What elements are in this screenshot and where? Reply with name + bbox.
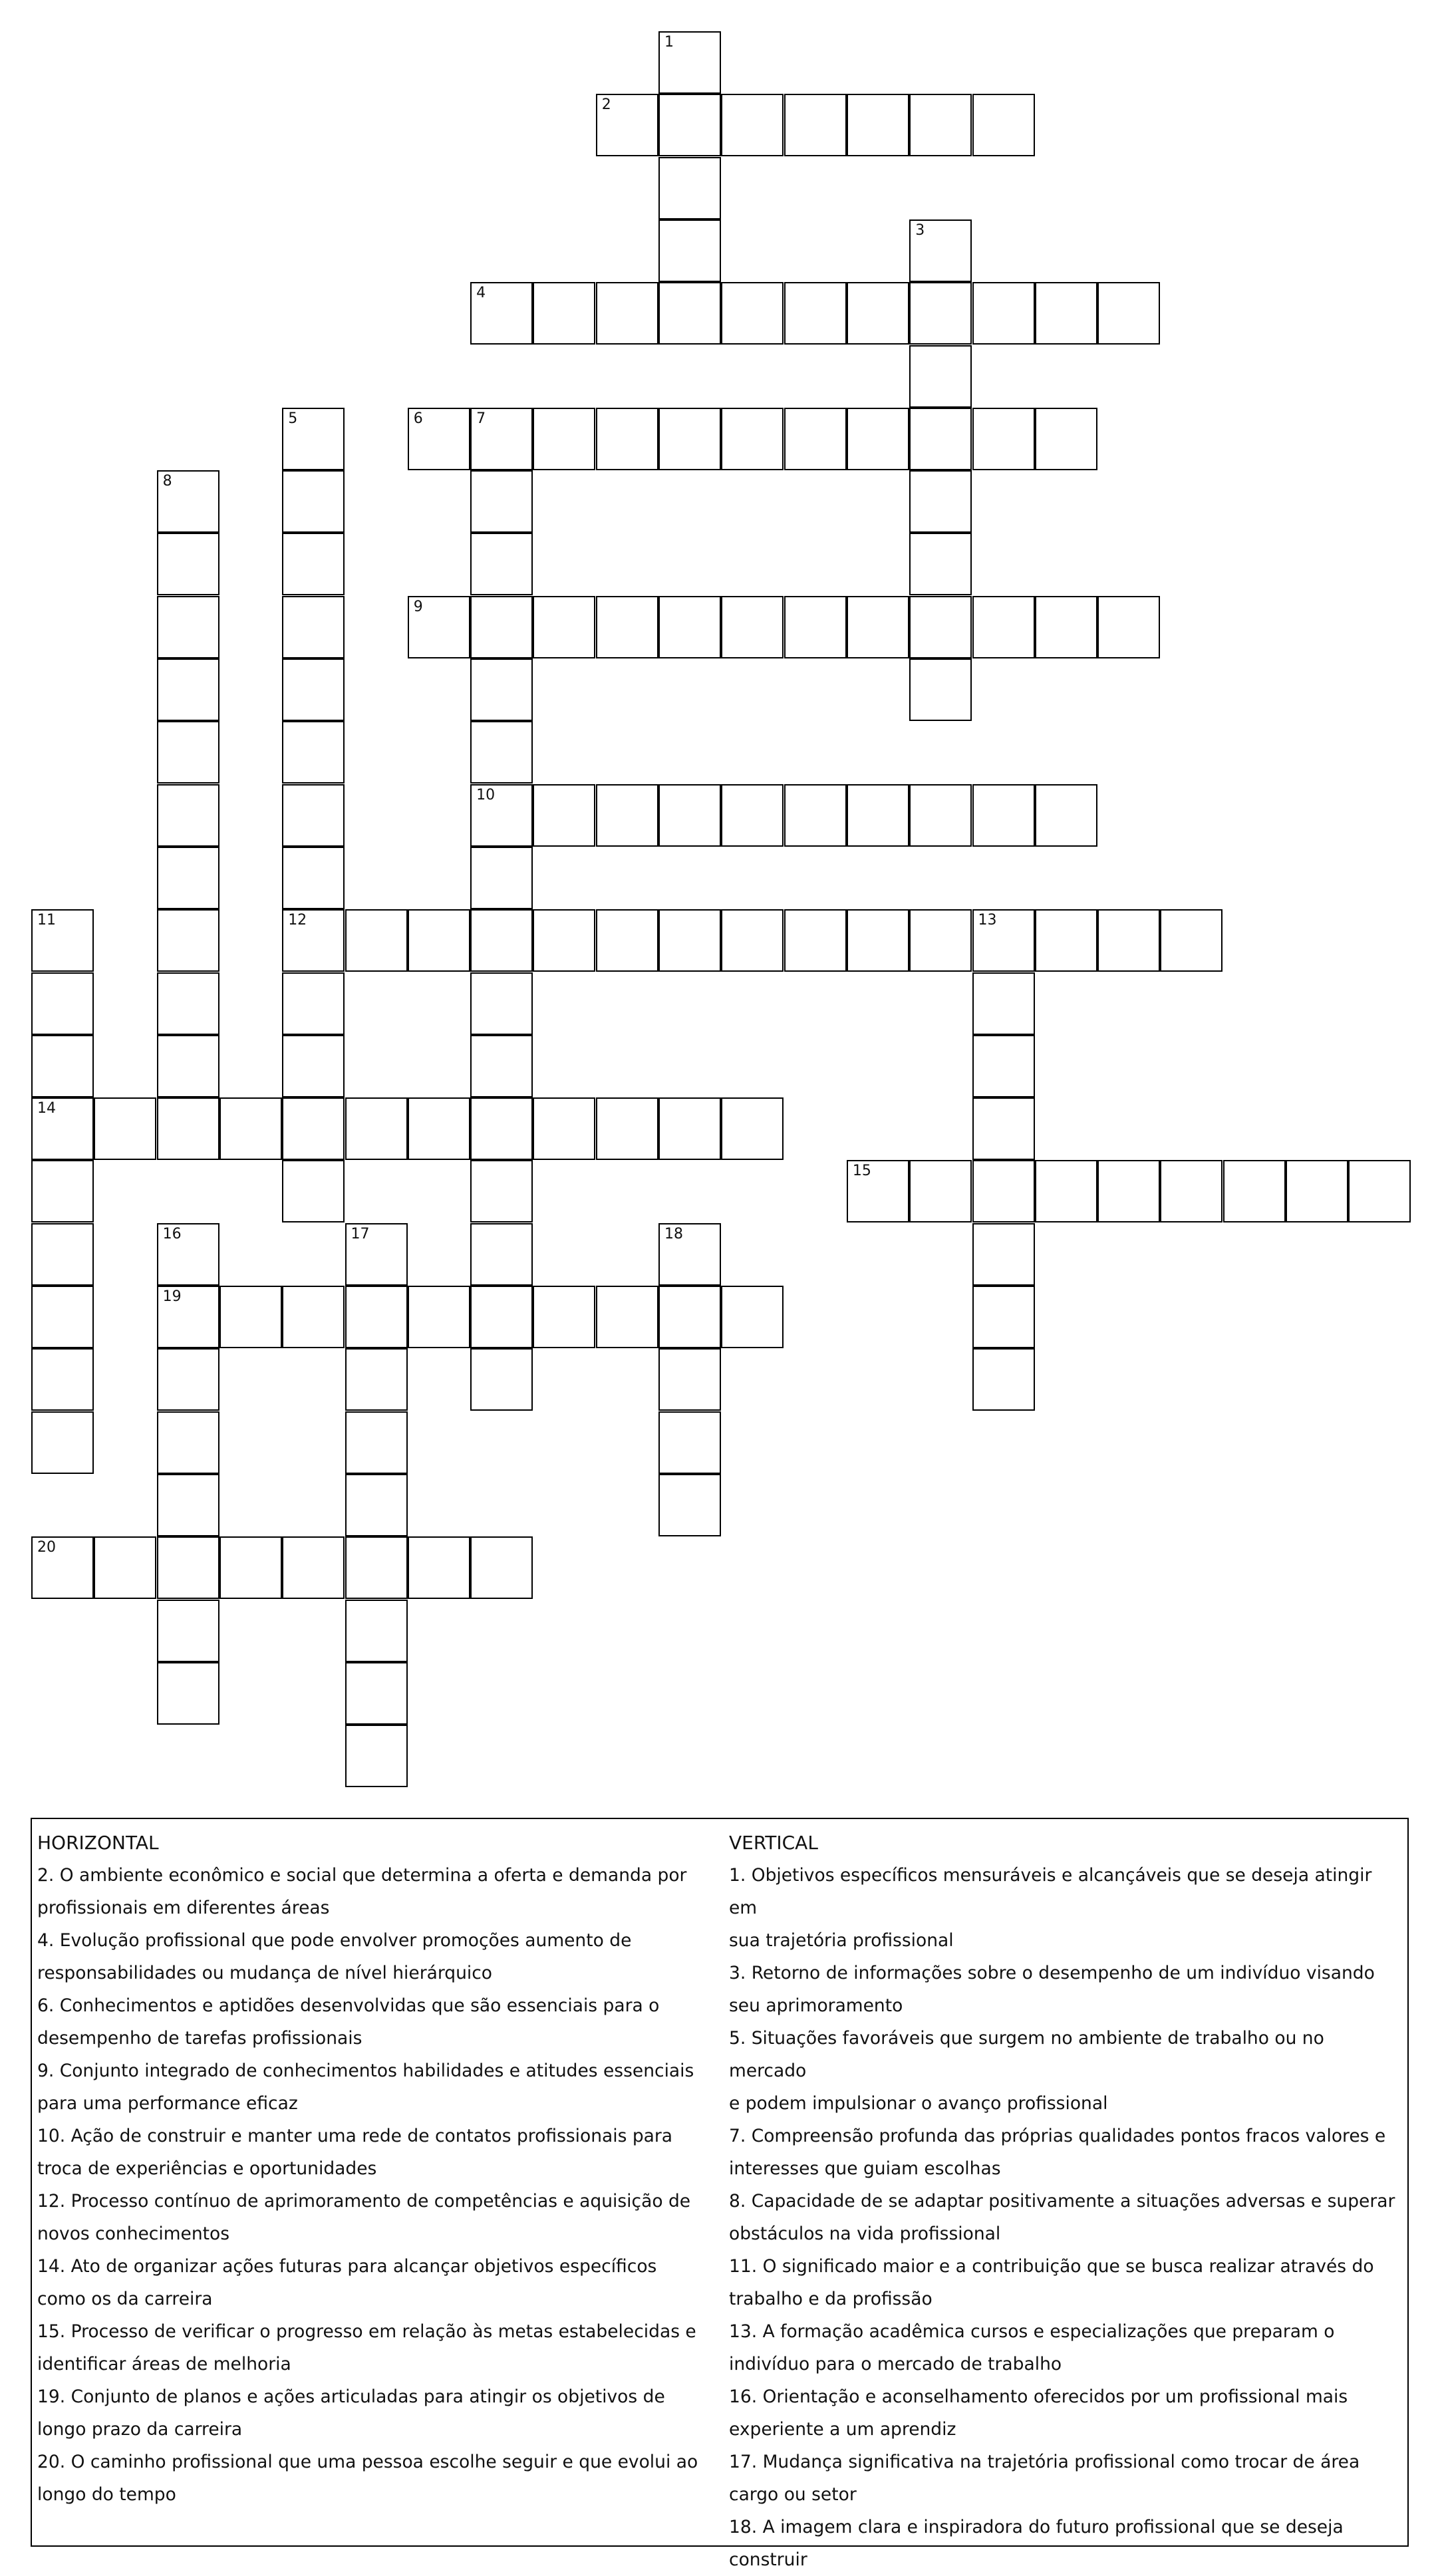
grid-cell[interactable] [157, 1411, 219, 1474]
grid-cell[interactable] [658, 596, 721, 658]
grid-cell[interactable] [658, 282, 721, 345]
grid-cell[interactable] [408, 596, 470, 658]
grid-cell[interactable] [157, 1474, 219, 1536]
grid-cell[interactable] [470, 1035, 533, 1097]
grid-cell[interactable] [282, 847, 345, 909]
grid-cell[interactable] [470, 784, 533, 847]
grid-cell[interactable] [470, 1223, 533, 1286]
clue-line: identificar áreas de melhoria [37, 2354, 291, 2374]
grid-cell[interactable] [31, 1348, 94, 1411]
grid-cell[interactable] [1097, 1160, 1160, 1222]
grid-cell[interactable] [470, 1286, 533, 1348]
grid-cell[interactable] [31, 1160, 94, 1222]
grid-cell[interactable] [31, 909, 94, 972]
clue-line: desempenho de tarefas profissionais [37, 2028, 362, 2049]
clue-number: 16 [162, 1225, 182, 1242]
grid-cell[interactable] [31, 1286, 94, 1348]
clue-number: 14 [37, 1100, 56, 1117]
grid-cell[interactable] [533, 1097, 595, 1160]
grid-cell[interactable] [345, 1223, 408, 1286]
clue-number: 3 [915, 221, 925, 239]
clue-line: longo prazo da carreira [37, 2419, 243, 2440]
clue-line: 1. Objetivos específicos mensuráveis e alcançáveis que se deseja atingir em [729, 1865, 1372, 1918]
grid-cell[interactable] [909, 345, 972, 408]
clue-number: 19 [162, 1288, 182, 1305]
grid-cell[interactable] [1035, 909, 1097, 972]
grid-cell[interactable] [972, 1160, 1035, 1222]
grid-cell[interactable] [658, 94, 721, 156]
grid-cell[interactable] [1035, 1160, 1097, 1222]
grid-cell[interactable] [282, 408, 345, 470]
grid-cell[interactable] [909, 784, 972, 847]
grid-cell[interactable] [470, 282, 533, 345]
grid-cell[interactable] [282, 1097, 345, 1160]
grid-cell[interactable] [972, 1035, 1035, 1097]
clue-line: 18. A imagem clara e inspiradora do futuro profissional que se deseja [729, 2517, 1344, 2537]
grid-cell[interactable] [345, 1097, 408, 1160]
grid-cell[interactable] [94, 1097, 156, 1160]
clue-line: 17. Mudança significativa na trajetória profissional como trocar de área [729, 2452, 1360, 2472]
clue-line: interesses que guiam escolhas [729, 2158, 1001, 2179]
grid-cell[interactable] [157, 1097, 219, 1160]
clue-line: 20. O caminho profissional que uma pessoa escolhe seguir e que evolui ao [37, 2452, 698, 2472]
grid-cell[interactable] [909, 219, 972, 282]
grid-cell[interactable] [94, 1536, 156, 1599]
clue-line: cargo ou setor [729, 2484, 857, 2505]
grid-cell[interactable] [408, 909, 470, 972]
grid-cell[interactable] [1223, 1160, 1286, 1222]
grid-cell[interactable] [470, 533, 533, 595]
grid-cell[interactable] [157, 1286, 219, 1348]
grid-cell[interactable] [157, 1662, 219, 1725]
grid-cell[interactable] [157, 1348, 219, 1411]
horizontal-clues-title: HORIZONTAL [37, 1832, 159, 1854]
grid-cell[interactable] [408, 1536, 470, 1599]
grid-cell[interactable] [972, 784, 1035, 847]
grid-cell[interactable] [282, 470, 345, 533]
grid-cell[interactable] [658, 1097, 721, 1160]
grid-cell[interactable] [909, 533, 972, 595]
vertical-clues-list [729, 1859, 1401, 2576]
grid-cell[interactable] [345, 1474, 408, 1536]
grid-cell[interactable] [470, 1536, 533, 1599]
grid-cell[interactable] [533, 784, 595, 847]
grid-cell[interactable] [282, 1160, 345, 1222]
grid-cell[interactable] [470, 847, 533, 909]
grid-cell[interactable] [1160, 1160, 1222, 1222]
grid-cell[interactable] [533, 596, 595, 658]
clue-line: experiente a um aprendiz [729, 2419, 956, 2440]
grid-cell[interactable] [909, 470, 972, 533]
grid-cell[interactable] [345, 1600, 408, 1662]
grid-cell[interactable] [909, 909, 972, 972]
grid-cell[interactable] [972, 596, 1035, 658]
grid-cell[interactable] [596, 909, 658, 972]
grid-cell[interactable] [658, 1411, 721, 1474]
grid-cell[interactable] [1097, 596, 1160, 658]
grid-cell[interactable] [596, 408, 658, 470]
grid-cell[interactable] [219, 1286, 282, 1348]
clue-line: construir [729, 2549, 807, 2570]
clue-line: 11. O significado maior e a contribuição que se busca realizar através do [729, 2256, 1374, 2277]
grid-cell[interactable] [596, 784, 658, 847]
grid-cell[interactable] [972, 1097, 1035, 1160]
clue-line: 9. Conjunto integrado de conhecimentos habilidades e atitudes essenciais [37, 2061, 694, 2081]
vertical-clues-column [729, 1827, 1401, 2576]
clue-line: 15. Processo de verificar o progresso em relação às metas estabelecidas e [37, 2321, 696, 2342]
grid-cell[interactable] [847, 282, 909, 345]
grid-cell[interactable] [31, 1097, 94, 1160]
grid-cell[interactable] [408, 1097, 470, 1160]
grid-cell[interactable] [909, 282, 972, 345]
grid-cell[interactable] [721, 1097, 784, 1160]
clue-number: 20 [37, 1539, 56, 1556]
grid-cell[interactable] [470, 909, 533, 972]
grid-cell[interactable] [658, 1348, 721, 1411]
grid-cell[interactable] [784, 282, 847, 345]
grid-cell[interactable] [596, 1097, 658, 1160]
grid-cell[interactable] [909, 1160, 972, 1222]
grid-cell[interactable] [658, 1286, 721, 1348]
grid-cell[interactable] [1097, 909, 1160, 972]
grid-cell[interactable] [972, 909, 1035, 972]
grid-cell[interactable] [219, 1536, 282, 1599]
grid-cell[interactable] [784, 784, 847, 847]
grid-cell[interactable] [533, 282, 595, 345]
grid-cell[interactable] [157, 1600, 219, 1662]
grid-cell[interactable] [157, 470, 219, 533]
grid-cell[interactable] [470, 408, 533, 470]
grid-cell[interactable] [470, 1160, 533, 1222]
grid-cell[interactable] [157, 1223, 219, 1286]
grid-cell[interactable] [31, 1536, 94, 1599]
grid-cell[interactable] [470, 1097, 533, 1160]
grid-cell[interactable] [909, 596, 972, 658]
clue-line: sua trajetória profissional [729, 1930, 954, 1951]
clue-line: trabalho e da profissão [729, 2289, 933, 2309]
grid-cell[interactable] [157, 596, 219, 658]
clue-line: 8. Capacidade de se adaptar positivamente a situações adversas e superar [729, 2191, 1395, 2212]
clue-line: responsabilidades ou mudança de nível hierárquico [37, 1963, 493, 1983]
grid-cell[interactable] [658, 157, 721, 219]
grid-cell[interactable] [972, 972, 1035, 1035]
grid-cell[interactable] [972, 1348, 1035, 1411]
grid-cell[interactable] [345, 1286, 408, 1348]
grid-cell[interactable] [847, 784, 909, 847]
grid-cell[interactable] [721, 1286, 784, 1348]
grid-cell[interactable] [972, 282, 1035, 345]
grid-cell[interactable] [470, 1348, 533, 1411]
grid-cell[interactable] [784, 94, 847, 156]
grid-cell[interactable] [658, 219, 721, 282]
grid-cell[interactable] [972, 94, 1035, 156]
clue-line: seu aprimoramento [729, 1995, 903, 2016]
grid-cell[interactable] [533, 909, 595, 972]
grid-cell[interactable] [784, 596, 847, 658]
grid-cell[interactable] [157, 909, 219, 972]
grid-cell[interactable] [533, 408, 595, 470]
grid-cell[interactable] [31, 1035, 94, 1097]
grid-cell[interactable] [470, 596, 533, 658]
grid-cell[interactable] [345, 1411, 408, 1474]
clue-number: 5 [288, 410, 298, 427]
clue-number: 10 [476, 786, 496, 803]
clue-line: 4. Evolução profissional que pode envolver promoções aumento de [37, 1930, 632, 1951]
clue-number: 12 [288, 912, 307, 929]
grid-cell[interactable] [596, 1286, 658, 1348]
grid-cell[interactable] [972, 1286, 1035, 1348]
clue-line: 7. Compreensão profunda das próprias qualidades pontos fracos valores e [729, 2126, 1386, 2146]
grid-cell[interactable] [470, 470, 533, 533]
clue-line: longo do tempo [37, 2484, 176, 2505]
clue-line: 14. Ato de organizar ações futuras para alcançar objetivos específicos [37, 2256, 657, 2277]
grid-cell[interactable] [847, 1160, 909, 1222]
clue-number: 1 [664, 34, 674, 51]
grid-cell[interactable] [721, 94, 784, 156]
grid-cell[interactable] [282, 909, 345, 972]
horizontal-clues-list [37, 1859, 709, 2511]
grid-cell[interactable] [658, 1474, 721, 1536]
grid-cell[interactable] [721, 408, 784, 470]
clue-line: novos conhecimentos [37, 2223, 230, 2244]
grid-cell[interactable] [157, 533, 219, 595]
clue-line: como os da carreira [37, 2289, 213, 2309]
grid-cell[interactable] [847, 909, 909, 972]
grid-cell[interactable] [972, 1223, 1035, 1286]
grid-cell[interactable] [1160, 909, 1222, 972]
grid-cell[interactable] [658, 909, 721, 972]
grid-cell[interactable] [1035, 282, 1097, 345]
grid-cell[interactable] [909, 658, 972, 721]
grid-cell[interactable] [596, 94, 658, 156]
clue-number: 6 [413, 410, 423, 427]
grid-cell[interactable] [721, 909, 784, 972]
clue-line: 10. Ação de construir e manter uma rede de contatos profissionais para [37, 2126, 673, 2146]
clue-line: 16. Orientação e aconselhamento oferecidos por um profissional mais [729, 2386, 1348, 2407]
grid-cell[interactable] [345, 1348, 408, 1411]
grid-cell[interactable] [533, 1286, 595, 1348]
grid-cell[interactable] [658, 1223, 721, 1286]
clue-line: obstáculos na vida profissional [729, 2223, 1001, 2244]
clue-number: 13 [978, 912, 997, 929]
grid-cell[interactable] [596, 282, 658, 345]
grid-cell[interactable] [157, 1536, 219, 1599]
grid-cell[interactable] [282, 596, 345, 658]
grid-cell[interactable] [31, 1411, 94, 1474]
grid-cell[interactable] [1286, 1160, 1348, 1222]
clue-number: 4 [476, 285, 486, 302]
clue-line: troca de experiências e oportunidades [37, 2158, 377, 2179]
clue-line: 6. Conhecimentos e aptidões desenvolvidas que são essenciais para o [37, 1995, 660, 2016]
grid-cell[interactable] [847, 408, 909, 470]
clue-line: 19. Conjunto de planos e ações articuladas para atingir os objetivos de [37, 2386, 665, 2407]
clue-number: 15 [852, 1163, 871, 1180]
clue-line: e podem impulsionar o avanço profissional [729, 2093, 1108, 2114]
grid-cell[interactable] [972, 408, 1035, 470]
clue-number: 9 [413, 598, 423, 615]
grid-cell[interactable] [345, 1725, 408, 1787]
grid-cell[interactable] [847, 596, 909, 658]
clue-line: 5. Situações favoráveis que surgem no ambiente de trabalho ou no mercado [729, 2028, 1324, 2081]
grid-cell[interactable] [157, 972, 219, 1035]
grid-cell[interactable] [345, 909, 408, 972]
clue-number: 7 [476, 410, 486, 427]
clue-line: 13. A formação acadêmica cursos e especializações que preparam o [729, 2321, 1335, 2342]
vertical-clues-title: VERTICAL [729, 1832, 818, 1854]
grid-cell[interactable] [345, 1662, 408, 1725]
grid-cell[interactable] [596, 596, 658, 658]
clue-number: 18 [664, 1225, 683, 1242]
grid-cell[interactable] [658, 31, 721, 94]
grid-cell[interactable] [31, 972, 94, 1035]
grid-cell[interactable] [909, 408, 972, 470]
grid-cell[interactable] [157, 658, 219, 721]
clue-number: 17 [351, 1225, 370, 1242]
grid-cell[interactable] [345, 1536, 408, 1599]
clue-number: 11 [37, 912, 56, 929]
grid-cell[interactable] [282, 1536, 345, 1599]
grid-cell[interactable] [1035, 408, 1097, 470]
grid-cell[interactable] [1035, 784, 1097, 847]
grid-cell[interactable] [1097, 282, 1160, 345]
grid-cell[interactable] [31, 1223, 94, 1286]
clue-line: profissionais em diferentes áreas [37, 1898, 330, 1918]
horizontal-clues-column [37, 1827, 709, 2511]
grid-cell[interactable] [282, 1286, 345, 1348]
clue-line: 12. Processo contínuo de aprimoramento de competências e aquisição de [37, 2191, 691, 2212]
grid-cell[interactable] [658, 784, 721, 847]
grid-cell[interactable] [219, 1097, 282, 1160]
grid-cell[interactable] [282, 784, 345, 847]
grid-cell[interactable] [1035, 596, 1097, 658]
clue-line: 3. Retorno de informações sobre o desempenho de um indivíduo visando [729, 1963, 1375, 1983]
grid-cell[interactable] [157, 1035, 219, 1097]
grid-cell[interactable] [282, 721, 345, 784]
grid-cell[interactable] [847, 94, 909, 156]
grid-cell[interactable] [784, 408, 847, 470]
grid-cell[interactable] [721, 282, 784, 345]
grid-cell[interactable] [470, 658, 533, 721]
grid-cell[interactable] [282, 658, 345, 721]
grid-cell[interactable] [1348, 1160, 1411, 1222]
grid-cell[interactable] [408, 408, 470, 470]
grid-cell[interactable] [658, 408, 721, 470]
grid-cell[interactable] [157, 847, 219, 909]
grid-cell[interactable] [470, 721, 533, 784]
clue-line: indivíduo para o mercado de trabalho [729, 2354, 1062, 2374]
grid-cell[interactable] [721, 596, 784, 658]
clue-number: 8 [162, 473, 172, 490]
grid-cell[interactable] [282, 533, 345, 595]
clue-line: para uma performance eficaz [37, 2093, 298, 2114]
grid-cell[interactable] [909, 94, 972, 156]
clue-number: 2 [601, 96, 611, 114]
grid-cell[interactable] [721, 784, 784, 847]
clues-box [31, 1818, 1409, 2570]
grid-cell[interactable] [408, 1286, 470, 1348]
grid-cell[interactable] [157, 721, 219, 784]
grid-cell[interactable] [282, 972, 345, 1035]
grid-cell[interactable] [157, 784, 219, 847]
clue-line: 2. O ambiente econômico e social que determina a oferta e demanda por [37, 1865, 687, 1886]
grid-cell[interactable] [784, 909, 847, 972]
grid-cell[interactable] [282, 1035, 345, 1097]
grid-cell[interactable] [470, 972, 533, 1035]
